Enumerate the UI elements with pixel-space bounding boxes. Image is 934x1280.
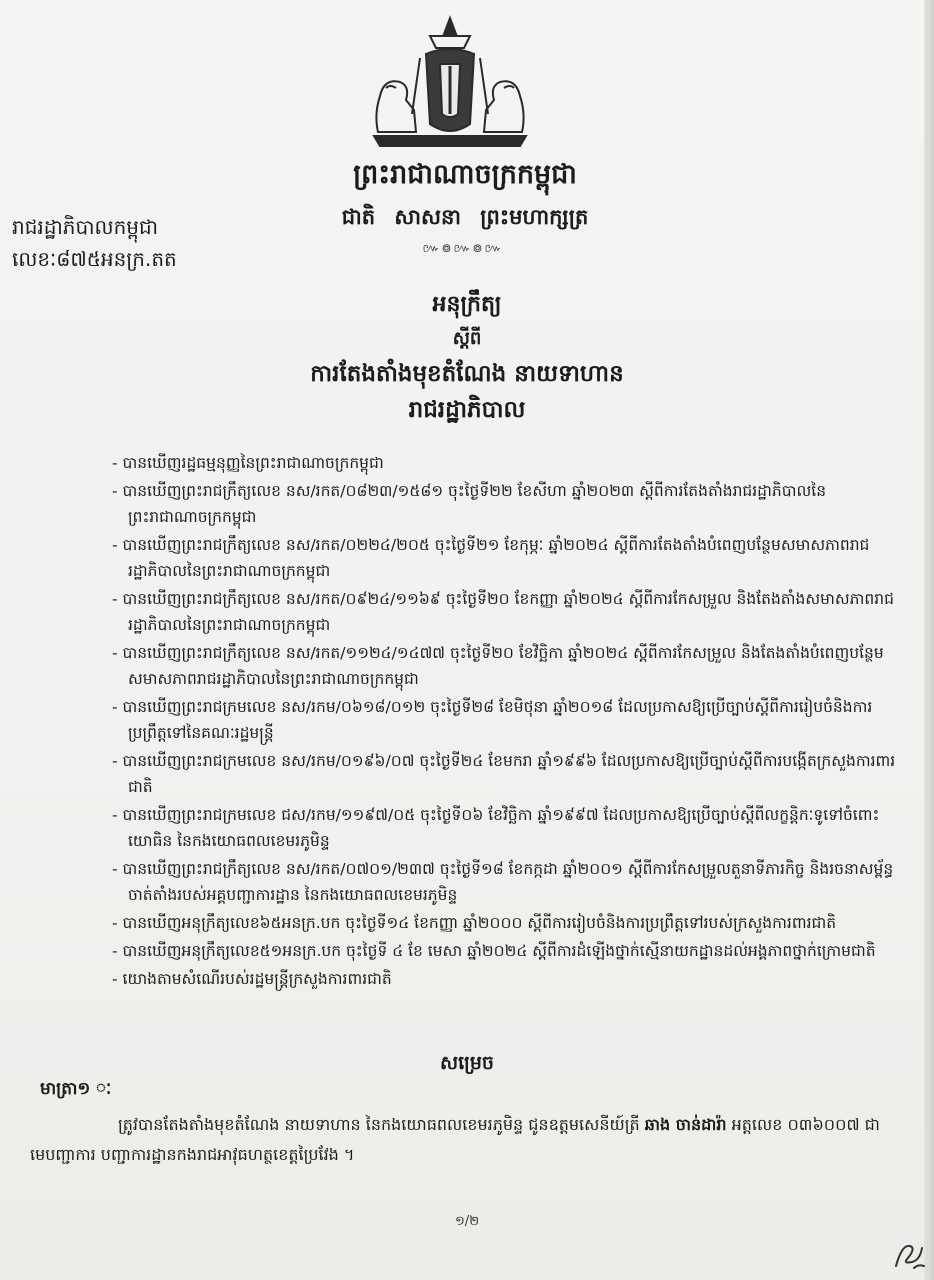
national-motto: ជាតិ សាសនា ព្រះមហាក្សត្រ [341,205,589,229]
list-item: - បានឃើញអនុក្រឹត្យលេខ៦៥អនក្រ.បក ចុះថ្ងៃទី១៤ ខែកញ្ញា ឆ្នាំ២០០០ ស្តីពីការរៀបចំនិងការប្រព្រឹត្តទៅរបស់ក្រសួងការពារជាតិ [112,914,837,932]
list-item: - បានឃើញព្រះរាជក្រមលេខ នស/រកម/០៦១៨/០១២ ចុះថ្ងៃទី២៨ ខែមិថុនា ឆ្នាំ២០១៨ ដែលប្រកាសឱ្យប្រើច្បាប់ស្តីពីការរៀបចំនិងការប្រព្រឹត្តទៅនៃគណៈរដ្ឋមន្ត្រី [112,698,873,742]
list-item: - បានឃើញព្រះរាជក្រឹត្យលេខ នស/រកត/០២២៤/២០៥ ចុះថ្ងៃទី២១ ខែកុម្ភៈ ឆ្នាំ២០២៤ ស្តីពីការតែងតាំងបំពេញបន្ថែមសមាសភាពរាជរដ្ឋាភិបាលនៃព្រះរាជាណាចក្រកម្ពុជា [112,536,870,580]
article-text-after: អត្តលេខ ០៣៦០០៧ ជា មេបញ្ជាការ បញ្ជាការដ្ឋានកងរាជអាវុធហត្ថខេត្តប្រៃវែង ។ [30,1115,880,1164]
appointee-name: ឆាង ចាន់ដារ៉ា [644,1115,727,1134]
list-item: - បានឃើញព្រះរាជក្រឹត្យលេខ នស/រកត/០៨២៣/១៥៨១ ចុះថ្ងៃទី២២ ខែសីហា ឆ្នាំ២០២៣ ស្តីពីការតែងតាំងរាជរដ្ឋាភិបាលនៃព្រះរាជាណាចក្រកម្ពុជា [112,482,827,526]
article-body [30,1110,890,1170]
handwritten-initial-icon [888,1238,928,1272]
list-item: - បានឃើញព្រះរាជក្រឹត្យលេខ នស/រកត/០៧០១/២៣៧ ចុះថ្ងៃទី១៨ ខែកក្កដា ឆ្នាំ២០០១ ស្តីពីការកែសម្រួលតួនាទីភារកិច្ច និងរចនាសម្ព័ន្ធចាត់តាំងរបស់អគ្គបញ្ជាការដ្ឋាន នៃកងយោធពលខេមរភូមិន្ទ [112,860,894,904]
list-item: - បានឃើញព្រះរាជក្រឹត្យលេខ នស/រកត/០៩២៤/១១៦៩ ចុះថ្ងៃទី២០ ខែកញ្ញា ឆ្នាំ២០២៤ ស្តីពីការកែសម្រួល និងតែងតាំងសមាសភាពរាជរដ្ឋាភិបាលនៃព្រះរាជាណាចក្រកម្ពុជា [112,590,894,634]
document-type-title: អនុក្រឹត្យ [432,292,502,317]
list-item: - បានឃើញព្រះរាជក្រមលេខ នស/រកម/០១៩៦/០៧ ចុះថ្ងៃទី២៤ ខែមករា ឆ្នាំ១៩៩៦ ដែលប្រកាសឱ្យប្រើច្បាប់ស្តីពីការបង្កើតក្រសួងការពារជាតិ [112,752,896,796]
government-heading: រាជរដ្ឋាភិបាល [408,397,526,423]
issuer-name: រាជរដ្ឋាភិបាលកម្ពុជា [12,215,158,239]
article-text-before: ត្រូវបានតែងតាំងមុខតំណែង នាយទាហាន នៃកងយោធពលខេមរភូមិន្ទ ជូនឧត្តមសេនីយ៍ត្រី [118,1115,645,1134]
list-item: - យោងតាមសំណើរបស់រដ្ឋមន្ត្រីក្រសួងការពារជាតិ [112,970,392,988]
article-heading: មាត្រា១ ៈ [40,1079,112,1099]
page-number: ១/២ [454,1214,480,1229]
subject-title: ការតែងតាំងមុខតំណែង នាយទាហាន [310,361,624,387]
reference-number: លេខៈ៨៧៥អនក្រ.តត [12,247,177,271]
list-item: - បានឃើញព្រះរាជក្រឹត្យលេខ នស/រកត/១១២៤/១៤៧៧ ចុះថ្ងៃទី២០ ខែវិច្ឆិកា ឆ្នាំ២០២៤ ស្តីពីការកែសម្រួល និងតែងតាំងបំពេញបន្ថែមសមាសភាពរាជរដ្ឋាភិបាលនៃព្រះរាជាណាចក្រកម្ពុជា [112,644,884,688]
ornament-divider: ៚៙៚៙៚ [422,241,504,255]
kingdom-name: ព្រះរាជាណាចក្រកម្ពុជា [353,159,577,190]
page-edge-shadow [924,0,934,1280]
subject-label: ស្តីពី [452,328,482,349]
royal-coat-of-arms-icon [360,14,540,154]
list-item: - បានឃើញព្រះរាជក្រមលេខ ជស/រកម/១១៩៧/០៥ ចុះថ្ងៃទី០៦ ខែវិច្ឆិកា ឆ្នាំ១៩៩៧ ដែលប្រកាសឱ្យប្រើច្បាប់ស្តីពីលក្ខន្តិកៈទូទៅចំពោះយោធិន នៃកងយោធពលខេមរភូមិន្ទ [112,806,880,850]
list-item: - បានឃើញអនុក្រឹត្យលេខ៥១អនក្រ.បក ចុះថ្ងៃទី ៤ ខែ មេសា ឆ្នាំ២០២៤ ស្តីពីការដំឡើងថ្នាក់ស្មើនាយកដ្ឋានដល់អង្គភាពថ្នាក់ក្រោមជាតិ [112,942,876,960]
legal-references-list [112,450,902,994]
decision-heading: សម្រេច [440,1052,494,1074]
list-item: - បានឃើញរដ្ឋធម្មនុញ្ញនៃព្រះរាជាណាចក្រកម្ពុជា [112,454,384,472]
